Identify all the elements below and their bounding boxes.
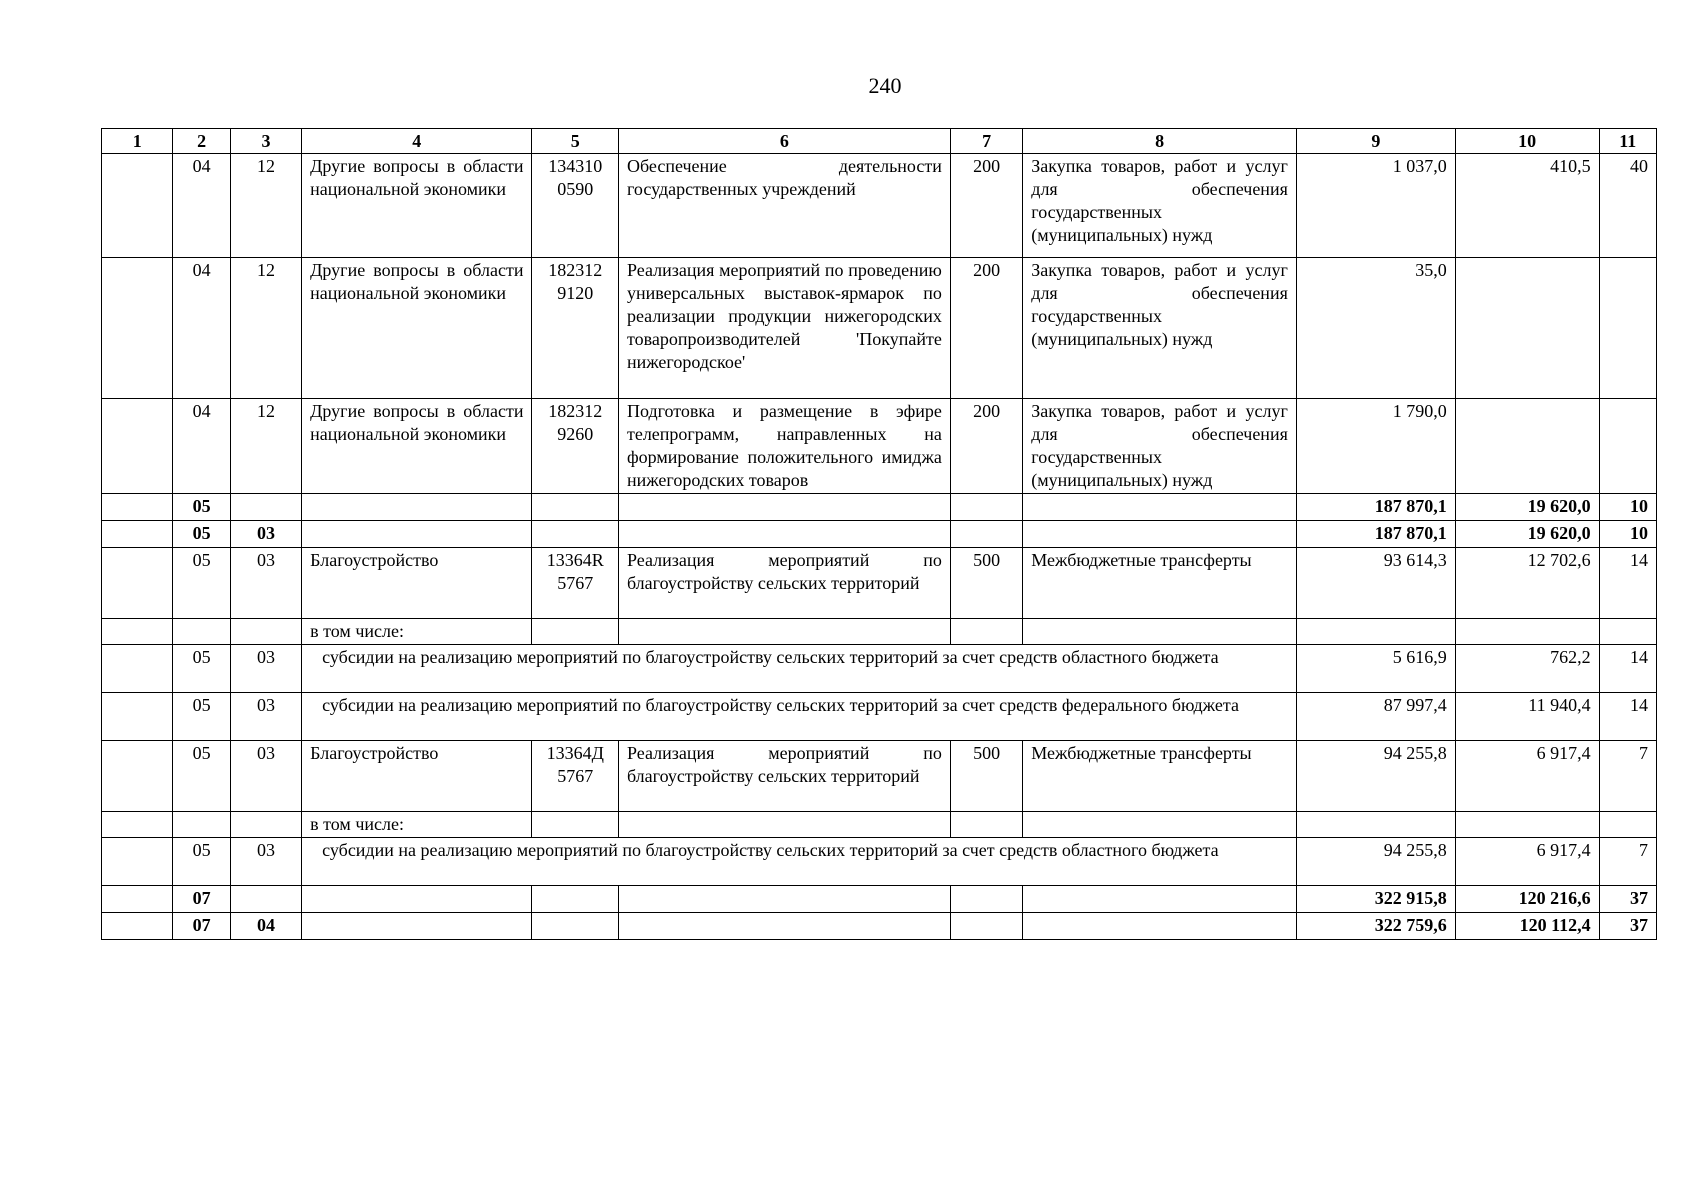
cell-amount-col9: 87 997,4: [1296, 693, 1455, 741]
cell-section-name: Другие вопросы в области национальной экономики: [302, 154, 532, 258]
header-cell: 6: [618, 129, 950, 154]
cell-target-article-name: Реализация мероприятий по благоустройству сельских территорий: [618, 548, 950, 619]
cell-expense-type-name: [1023, 521, 1297, 548]
cell-including-label: в том числе:: [302, 619, 532, 645]
header-cell: 9: [1296, 129, 1455, 154]
cell-expense-type: [950, 521, 1022, 548]
cell-amount-col9: [1296, 619, 1455, 645]
cell-amount-col9: 1 790,0: [1296, 399, 1455, 494]
cell-subsection-code: 03: [230, 645, 301, 693]
cell-section-code: 05: [173, 494, 230, 521]
cell-expense-type-name: [1023, 494, 1297, 521]
cell-expense-type: 200: [950, 399, 1022, 494]
cell-target-article: [532, 494, 619, 521]
cell-section-name: Благоустройство: [302, 741, 532, 812]
cell-target-article-name: Реализация мероприятий по проведению универсальных выставок-ярмарок по реализации продукции нижегородских товаропроизводителей 'Покупайте нижегородское': [618, 258, 950, 399]
cell-amount-col10: [1455, 258, 1599, 399]
cell-amount-col9: 5 616,9: [1296, 645, 1455, 693]
cell-section-name: [302, 886, 532, 913]
table-row: [102, 645, 1657, 693]
cell-section-code: 05: [173, 838, 230, 886]
cell-target-article-name: [618, 521, 950, 548]
cell-target-article: 13364Д 5767: [532, 741, 619, 812]
cell-section-name: Благоустройство: [302, 548, 532, 619]
cell-amount-col11: 14: [1599, 645, 1656, 693]
cell-amount-col11: [1599, 619, 1656, 645]
cell-section-code: 05: [173, 521, 230, 548]
cell-col1: [102, 258, 173, 399]
cell-total-col10: 120 112,4: [1455, 913, 1599, 940]
cell-subsection-code: 12: [230, 154, 301, 258]
cell-target-article-name: [618, 619, 950, 645]
cell-section-code: 05: [173, 741, 230, 812]
cell-amount-col11: 14: [1599, 548, 1656, 619]
header-cell: 2: [173, 129, 230, 154]
cell-section-code: 05: [173, 693, 230, 741]
cell-target-article-name: [618, 886, 950, 913]
cell-amount-col11: 40: [1599, 154, 1656, 258]
cell-expense-type-name: Закупка товаров, работ и услуг для обеспечения государственных (муниципальных) нужд: [1023, 399, 1297, 494]
table-row: [102, 548, 1657, 619]
cell-expense-type: 500: [950, 741, 1022, 812]
table-row: [102, 741, 1657, 812]
cell-amount-col10: [1455, 812, 1599, 838]
cell-amount-col11: [1599, 258, 1656, 399]
cell-subsidy-description: субсидии на реализацию мероприятий по благоустройству сельских территорий за счет средств областного бюджета: [302, 645, 1297, 693]
cell-section-code: 07: [173, 886, 230, 913]
header-cell: 1: [102, 129, 173, 154]
cell-col1: [102, 838, 173, 886]
table-row: [102, 838, 1657, 886]
header-cell: 8: [1023, 129, 1297, 154]
cell-subsection-code: 03: [230, 521, 301, 548]
budget-table: [101, 128, 1657, 940]
cell-amount-col11: [1599, 812, 1656, 838]
cell-amount-col10: 410,5: [1455, 154, 1599, 258]
cell-col1: [102, 494, 173, 521]
cell-expense-type: [950, 619, 1022, 645]
cell-expense-type-name: [1023, 619, 1297, 645]
cell-section-code: 04: [173, 154, 230, 258]
cell-total-col10: 19 620,0: [1455, 521, 1599, 548]
cell-amount-col10: 6 917,4: [1455, 741, 1599, 812]
cell-subsidy-description: субсидии на реализацию мероприятий по благоустройству сельских территорий за счет средств областного бюджета: [302, 838, 1297, 886]
cell-amount-col10: [1455, 619, 1599, 645]
cell-expense-type-name: Закупка товаров, работ и услуг для обеспечения государственных (муниципальных) нужд: [1023, 258, 1297, 399]
cell-expense-type-name: [1023, 886, 1297, 913]
cell-section-code: 05: [173, 548, 230, 619]
cell-expense-type: [950, 913, 1022, 940]
cell-amount-col10: 11 940,4: [1455, 693, 1599, 741]
header-cell: 11: [1599, 129, 1656, 154]
cell-subsection-code: 12: [230, 399, 301, 494]
cell-amount-col11: 7: [1599, 741, 1656, 812]
cell-total-col9: 187 870,1: [1296, 494, 1455, 521]
cell-amount-col9: 94 255,8: [1296, 741, 1455, 812]
cell-subsidy-description: субсидии на реализацию мероприятий по благоустройству сельских территорий за счет средств федерального бюджета: [302, 693, 1297, 741]
cell-target-article-name: Подготовка и размещение в эфире телепрограмм, направленных на формирование положительного имиджа нижегородских товаров: [618, 399, 950, 494]
cell-amount-col9: 1 037,0: [1296, 154, 1455, 258]
table-row: [102, 258, 1657, 399]
cell-col1: [102, 645, 173, 693]
cell-subsection-code: 03: [230, 693, 301, 741]
cell-amount-col11: 7: [1599, 838, 1656, 886]
cell-total-col10: 19 620,0: [1455, 494, 1599, 521]
cell-section-name: [302, 521, 532, 548]
cell-expense-type: 500: [950, 548, 1022, 619]
cell-target-article: 134310 0590: [532, 154, 619, 258]
table-row: [102, 494, 1657, 521]
table-row: [102, 619, 1657, 645]
cell-target-article: [532, 913, 619, 940]
header-row: [102, 129, 1657, 154]
cell-total-col11: 10: [1599, 494, 1656, 521]
cell-expense-type: [950, 494, 1022, 521]
cell-section-code: 04: [173, 399, 230, 494]
cell-amount-col9: 93 614,3: [1296, 548, 1455, 619]
cell-target-article-name: [618, 494, 950, 521]
cell-expense-type-name: Межбюджетные трансферты: [1023, 741, 1297, 812]
cell-section-code: 07: [173, 913, 230, 940]
cell-amount-col10: 12 702,6: [1455, 548, 1599, 619]
cell-expense-type: [950, 812, 1022, 838]
cell-col1: [102, 741, 173, 812]
cell-section-code: [173, 619, 230, 645]
cell-section-name: [302, 913, 532, 940]
table-row: [102, 693, 1657, 741]
cell-col1: [102, 619, 173, 645]
cell-amount-col9: 94 255,8: [1296, 838, 1455, 886]
table-row: [102, 886, 1657, 913]
cell-amount-col10: 762,2: [1455, 645, 1599, 693]
cell-col1: [102, 913, 173, 940]
cell-amount-col11: [1599, 399, 1656, 494]
cell-target-article-name: [618, 812, 950, 838]
cell-expense-type: [950, 886, 1022, 913]
cell-target-article: 182312 9120: [532, 258, 619, 399]
cell-amount-col10: 6 917,4: [1455, 838, 1599, 886]
cell-target-article-name: [618, 913, 950, 940]
cell-col1: [102, 886, 173, 913]
cell-target-article: 13364R 5767: [532, 548, 619, 619]
cell-section-code: 05: [173, 645, 230, 693]
cell-section-name: Другие вопросы в области национальной экономики: [302, 399, 532, 494]
cell-section-name: Другие вопросы в области национальной экономики: [302, 258, 532, 399]
cell-subsection-code: [230, 812, 301, 838]
cell-total-col9: 322 759,6: [1296, 913, 1455, 940]
cell-section-name: [302, 494, 532, 521]
cell-col1: [102, 154, 173, 258]
cell-amount-col9: [1296, 812, 1455, 838]
table-row: [102, 154, 1657, 258]
header-cell: 10: [1455, 129, 1599, 154]
cell-expense-type-name: [1023, 913, 1297, 940]
cell-col1: [102, 812, 173, 838]
cell-section-code: 04: [173, 258, 230, 399]
cell-target-article-name: Реализация мероприятий по благоустройству сельских территорий: [618, 741, 950, 812]
page-number: 240: [868, 73, 902, 98]
cell-subsection-code: 03: [230, 741, 301, 812]
cell-total-col9: 322 915,8: [1296, 886, 1455, 913]
table-row: [102, 521, 1657, 548]
cell-target-article: 182312 9260: [532, 399, 619, 494]
cell-section-code: [173, 812, 230, 838]
table-row: [102, 913, 1657, 940]
cell-subsection-code: [230, 886, 301, 913]
cell-including-label: в том числе:: [302, 812, 532, 838]
cell-expense-type-name: [1023, 812, 1297, 838]
cell-amount-col9: 35,0: [1296, 258, 1455, 399]
cell-subsection-code: 03: [230, 838, 301, 886]
cell-expense-type-name: Межбюджетные трансферты: [1023, 548, 1297, 619]
cell-subsection-code: [230, 494, 301, 521]
cell-col1: [102, 399, 173, 494]
cell-subsection-code: [230, 619, 301, 645]
header-cell: 5: [532, 129, 619, 154]
table-row: [102, 812, 1657, 838]
cell-target-article: [532, 521, 619, 548]
cell-expense-type: 200: [950, 258, 1022, 399]
cell-target-article: [532, 812, 619, 838]
cell-total-col11: 37: [1599, 886, 1656, 913]
cell-total-col11: 10: [1599, 521, 1656, 548]
cell-subsection-code: 03: [230, 548, 301, 619]
cell-target-article-name: Обеспечение деятельности государственных учреждений: [618, 154, 950, 258]
cell-expense-type-name: Закупка товаров, работ и услуг для обеспечения государственных (муниципальных) нужд: [1023, 154, 1297, 258]
cell-subsection-code: 04: [230, 913, 301, 940]
cell-col1: [102, 693, 173, 741]
header-cell: 4: [302, 129, 532, 154]
cell-amount-col10: [1455, 399, 1599, 494]
header-cell: 7: [950, 129, 1022, 154]
cell-total-col10: 120 216,6: [1455, 886, 1599, 913]
cell-target-article: [532, 619, 619, 645]
cell-col1: [102, 548, 173, 619]
cell-total-col11: 37: [1599, 913, 1656, 940]
cell-subsection-code: 12: [230, 258, 301, 399]
cell-amount-col11: 14: [1599, 693, 1656, 741]
header-cell: 3: [230, 129, 301, 154]
cell-target-article: [532, 886, 619, 913]
cell-expense-type: 200: [950, 154, 1022, 258]
cell-total-col9: 187 870,1: [1296, 521, 1455, 548]
cell-col1: [102, 521, 173, 548]
table-row: [102, 399, 1657, 494]
